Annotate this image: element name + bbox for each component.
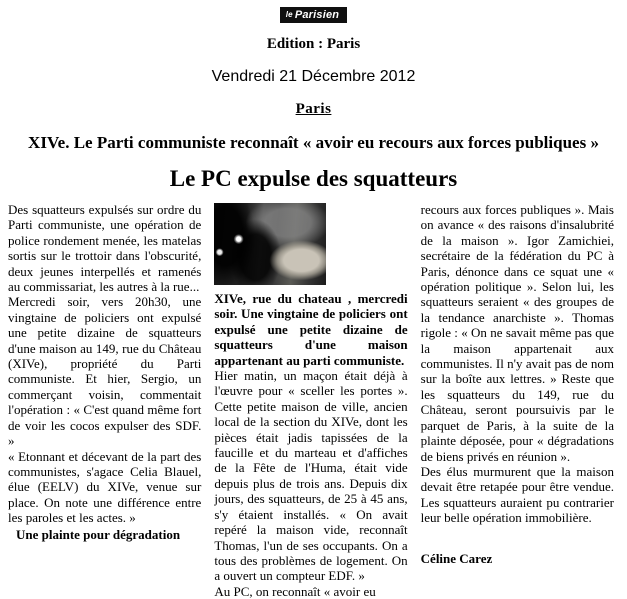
- column-right: [421, 202, 614, 599]
- author-byline: Céline Carez: [420, 550, 493, 566]
- paragraph: Mercredi soir, vers 20h30, une vingtaine de policiers ont expulsé une petite dizaine de squatteurs d'une maison au 149, rue du Château (XIVe), propriété du Parti communiste. Et hier, Sergio, un commerçant voisin, commentait l'opération : « C'est quand même fort de voir les cocos expulser des SDF. »: [8, 294, 202, 449]
- night-street-photo: [214, 203, 326, 285]
- subheading: Une plainte pour dégradation: [16, 526, 181, 542]
- article-kicker: XIVe. Le Parti communiste reconnaît « avoir eu recours aux forces publiques »: [28, 133, 599, 152]
- le-parisien-logo: [280, 7, 347, 23]
- paragraph: recours aux forces publiques ». Mais on avance « des raisons d'insalubrité de la maison ». Igor Zamichiei, secrétaire de la fédération du PC à Paris, dénonce dans ce squat une « opération politique ». Selon lui, les squatteurs seraient « des groupes de la tendance anarchiste ». Thomas rigole : « On ne savait même pas que la maison appartenait aux communistes. Il n'y avait pas de nom sur la boîte aux lettres. » Reste que les squatteurs du 149, rue du Château, seront poursuivis par le parquet de Paris, à la suite de la plainte déposée, pour « dégradations de biens privés en réunion ».: [420, 202, 614, 464]
- article-body: [0, 192, 627, 599]
- logo-name-text: Parisien: [294, 9, 340, 21]
- paragraph: Au PC, on reconnaît « avoir eu: [214, 583, 376, 599]
- edition-line: Edition : Paris: [266, 36, 361, 52]
- column-left: [8, 202, 201, 599]
- paragraph: Des élus murmurent que la maison devait être retapée pour être vendue. Les squatteurs auraient pu contrarier leur belle opération immobilière.: [420, 463, 614, 526]
- date-line: Vendredi 21 Décembre 2012: [211, 68, 416, 85]
- section-label: Paris: [295, 101, 332, 117]
- column-middle: [214, 202, 407, 599]
- paragraph: « Etonnant et décevant de la part des communistes, s'agace Celia Blauel, élue (EELV) du XIVe, venue sur place. On note une différence entre les paroles et les actes. »: [8, 448, 202, 526]
- masthead: [0, 0, 627, 118]
- photo-caption: XIVe, rue du chateau , mercredi soir. Une vingtaine de policiers ont expulsé une petite dizaine de squatteurs d'une maison appartenant au parti communiste.: [214, 291, 408, 368]
- paragraph: Hier matin, un maçon était déjà à l'œuvre pour « sceller les portes ». Cette petite maison de ville, ancien local de la section du XIVe, dont les pièces était jadis tapissées de la faucille et du marteau et d'affiches de la Fête de l'Huma, était vide depuis plus de trois ans. Depuis dix jours, des squatteurs, de 25 à 45 ans, s'y étaient installés. « On avait repéré la maison vide, reconnaît Thomas, l'un de ses occupants. On a tous des problèmes de logement. On a ouvert un compteur EDF. »: [214, 368, 408, 584]
- paragraph: Des squatteurs expulsés sur ordre du Parti communiste, une opération de police rondement menée, les matelas sortis sur le trottoir dans l'obscurité, deux jeunes interpellés et ramenés au commissariat, les autres à la rue...: [8, 202, 202, 295]
- article-title: Le PC expulse des squatteurs: [169, 166, 458, 191]
- logo-le-text: le: [285, 10, 293, 19]
